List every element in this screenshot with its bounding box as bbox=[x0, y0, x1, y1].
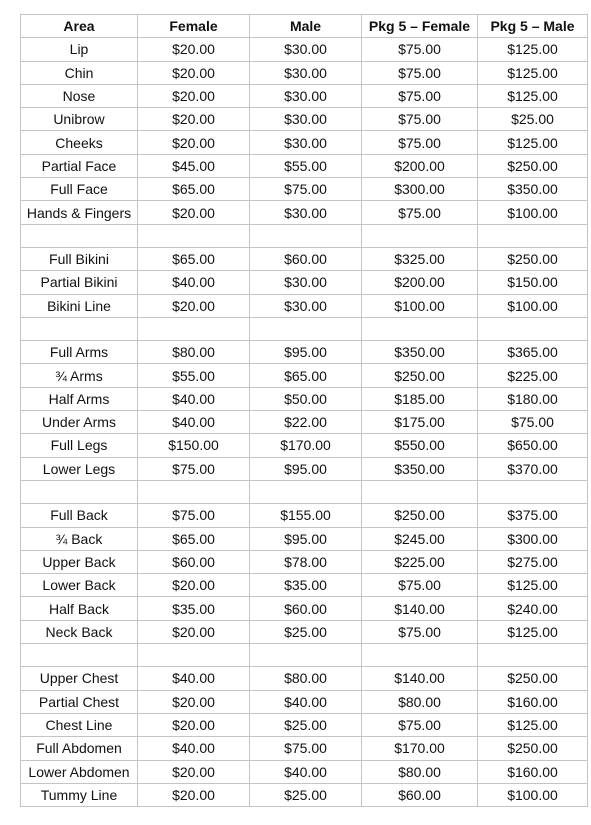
cell-pkg5-male: $225.00 bbox=[478, 364, 588, 387]
cell-female: $75.00 bbox=[138, 504, 250, 527]
cell-pkg5-male: $160.00 bbox=[478, 690, 588, 713]
cell-male: $60.00 bbox=[250, 247, 362, 270]
empty-cell bbox=[138, 480, 250, 503]
cell-female: $65.00 bbox=[138, 527, 250, 550]
cell-pkg5-female: $300.00 bbox=[362, 178, 478, 201]
cell-pkg5-female: $60.00 bbox=[362, 783, 478, 806]
cell-area: Lower Back bbox=[21, 574, 138, 597]
cell-male: $30.00 bbox=[250, 271, 362, 294]
cell-male: $30.00 bbox=[250, 108, 362, 131]
cell-male: $30.00 bbox=[250, 61, 362, 84]
cell-pkg5-male: $125.00 bbox=[478, 713, 588, 736]
cell-pkg5-female: $350.00 bbox=[362, 457, 478, 480]
cell-area: Half Back bbox=[21, 597, 138, 620]
cell-male: $78.00 bbox=[250, 550, 362, 573]
cell-female: $20.00 bbox=[138, 61, 250, 84]
table-row bbox=[21, 201, 588, 224]
cell-area: Lower Abdomen bbox=[21, 760, 138, 783]
cell-female: $20.00 bbox=[138, 690, 250, 713]
cell-pkg5-female: $170.00 bbox=[362, 737, 478, 760]
cell-male: $155.00 bbox=[250, 504, 362, 527]
cell-area: Half Arms bbox=[21, 387, 138, 410]
cell-female: $20.00 bbox=[138, 38, 250, 61]
cell-pkg5-male: $100.00 bbox=[478, 201, 588, 224]
cell-pkg5-female: $200.00 bbox=[362, 154, 478, 177]
cell-pkg5-male: $125.00 bbox=[478, 38, 588, 61]
cell-pkg5-female: $140.00 bbox=[362, 667, 478, 690]
group-spacer-row bbox=[21, 480, 588, 503]
empty-cell bbox=[478, 317, 588, 340]
cell-male: $30.00 bbox=[250, 84, 362, 107]
cell-female: $20.00 bbox=[138, 620, 250, 643]
cell-pkg5-female: $175.00 bbox=[362, 411, 478, 434]
cell-male: $35.00 bbox=[250, 574, 362, 597]
cell-pkg5-female: $350.00 bbox=[362, 341, 478, 364]
table-row bbox=[21, 247, 588, 270]
empty-cell bbox=[250, 317, 362, 340]
cell-area: Neck Back bbox=[21, 620, 138, 643]
cell-pkg5-male: $125.00 bbox=[478, 620, 588, 643]
cell-pkg5-female: $75.00 bbox=[362, 131, 478, 154]
cell-area: Chin bbox=[21, 61, 138, 84]
header-pkg5-male: Pkg 5 – Male bbox=[478, 15, 588, 38]
table-row bbox=[21, 667, 588, 690]
cell-female: $20.00 bbox=[138, 201, 250, 224]
cell-area: ¾ Arms bbox=[21, 364, 138, 387]
table-row bbox=[21, 61, 588, 84]
cell-area: Nose bbox=[21, 84, 138, 107]
table-row bbox=[21, 504, 588, 527]
cell-female: $20.00 bbox=[138, 108, 250, 131]
header-area: Area bbox=[21, 15, 138, 38]
cell-pkg5-female: $225.00 bbox=[362, 550, 478, 573]
table-row bbox=[21, 737, 588, 760]
cell-pkg5-female: $75.00 bbox=[362, 84, 478, 107]
cell-female: $20.00 bbox=[138, 760, 250, 783]
cell-pkg5-female: $75.00 bbox=[362, 620, 478, 643]
empty-cell bbox=[21, 644, 138, 667]
cell-female: $45.00 bbox=[138, 154, 250, 177]
table-row bbox=[21, 597, 588, 620]
group-spacer-row bbox=[21, 644, 588, 667]
cell-female: $40.00 bbox=[138, 387, 250, 410]
cell-area: Full Back bbox=[21, 504, 138, 527]
table-row bbox=[21, 457, 588, 480]
cell-female: $150.00 bbox=[138, 434, 250, 457]
cell-female: $40.00 bbox=[138, 411, 250, 434]
cell-male: $22.00 bbox=[250, 411, 362, 434]
cell-area: Full Face bbox=[21, 178, 138, 201]
cell-female: $20.00 bbox=[138, 783, 250, 806]
cell-area: Full Arms bbox=[21, 341, 138, 364]
cell-female: $35.00 bbox=[138, 597, 250, 620]
cell-pkg5-male: $160.00 bbox=[478, 760, 588, 783]
empty-cell bbox=[138, 224, 250, 247]
empty-cell bbox=[21, 317, 138, 340]
cell-pkg5-female: $550.00 bbox=[362, 434, 478, 457]
cell-area: ¾ Back bbox=[21, 527, 138, 550]
table-row bbox=[21, 387, 588, 410]
cell-female: $60.00 bbox=[138, 550, 250, 573]
cell-area: Full Bikini bbox=[21, 247, 138, 270]
empty-cell bbox=[362, 317, 478, 340]
cell-female: $40.00 bbox=[138, 271, 250, 294]
empty-cell bbox=[250, 480, 362, 503]
empty-cell bbox=[478, 224, 588, 247]
cell-male: $40.00 bbox=[250, 690, 362, 713]
cell-pkg5-female: $75.00 bbox=[362, 574, 478, 597]
cell-pkg5-female: $140.00 bbox=[362, 597, 478, 620]
cell-male: $40.00 bbox=[250, 760, 362, 783]
cell-male: $50.00 bbox=[250, 387, 362, 410]
cell-pkg5-male: $250.00 bbox=[478, 667, 588, 690]
table-row bbox=[21, 620, 588, 643]
table-row bbox=[21, 271, 588, 294]
cell-male: $25.00 bbox=[250, 713, 362, 736]
cell-pkg5-male: $150.00 bbox=[478, 271, 588, 294]
cell-pkg5-female: $75.00 bbox=[362, 713, 478, 736]
cell-female: $40.00 bbox=[138, 737, 250, 760]
table-row bbox=[21, 131, 588, 154]
cell-area: Partial Chest bbox=[21, 690, 138, 713]
empty-cell bbox=[362, 644, 478, 667]
table-row bbox=[21, 574, 588, 597]
cell-female: $20.00 bbox=[138, 84, 250, 107]
table-row bbox=[21, 713, 588, 736]
empty-cell bbox=[362, 224, 478, 247]
cell-area: Partial Bikini bbox=[21, 271, 138, 294]
cell-pkg5-male: $100.00 bbox=[478, 294, 588, 317]
empty-cell bbox=[478, 480, 588, 503]
cell-area: Full Abdomen bbox=[21, 737, 138, 760]
cell-female: $80.00 bbox=[138, 341, 250, 364]
empty-cell bbox=[21, 224, 138, 247]
table-row bbox=[21, 550, 588, 573]
cell-pkg5-male: $250.00 bbox=[478, 737, 588, 760]
table-row bbox=[21, 294, 588, 317]
cell-pkg5-female: $75.00 bbox=[362, 108, 478, 131]
table-row bbox=[21, 527, 588, 550]
cell-pkg5-female: $200.00 bbox=[362, 271, 478, 294]
cell-pkg5-male: $350.00 bbox=[478, 178, 588, 201]
cell-pkg5-male: $250.00 bbox=[478, 247, 588, 270]
empty-cell bbox=[478, 644, 588, 667]
cell-pkg5-female: $100.00 bbox=[362, 294, 478, 317]
cell-pkg5-female: $245.00 bbox=[362, 527, 478, 550]
cell-pkg5-male: $300.00 bbox=[478, 527, 588, 550]
table-header bbox=[21, 15, 588, 38]
cell-male: $75.00 bbox=[250, 737, 362, 760]
header-pkg5-female: Pkg 5 – Female bbox=[362, 15, 478, 38]
cell-pkg5-male: $240.00 bbox=[478, 597, 588, 620]
cell-pkg5-female: $250.00 bbox=[362, 364, 478, 387]
cell-pkg5-female: $185.00 bbox=[362, 387, 478, 410]
table-row bbox=[21, 364, 588, 387]
cell-male: $60.00 bbox=[250, 597, 362, 620]
cell-pkg5-male: $125.00 bbox=[478, 131, 588, 154]
cell-female: $20.00 bbox=[138, 294, 250, 317]
cell-pkg5-female: $80.00 bbox=[362, 760, 478, 783]
header-male: Male bbox=[250, 15, 362, 38]
cell-pkg5-male: $125.00 bbox=[478, 574, 588, 597]
group-spacer-row bbox=[21, 317, 588, 340]
group-spacer-row bbox=[21, 224, 588, 247]
empty-cell bbox=[250, 644, 362, 667]
table-row bbox=[21, 783, 588, 806]
cell-pkg5-male: $650.00 bbox=[478, 434, 588, 457]
cell-female: $20.00 bbox=[138, 574, 250, 597]
cell-male: $30.00 bbox=[250, 294, 362, 317]
cell-area: Lip bbox=[21, 38, 138, 61]
cell-male: $170.00 bbox=[250, 434, 362, 457]
cell-area: Partial Face bbox=[21, 154, 138, 177]
cell-pkg5-male: $125.00 bbox=[478, 61, 588, 84]
table-row bbox=[21, 108, 588, 131]
cell-area: Lower Legs bbox=[21, 457, 138, 480]
cell-male: $55.00 bbox=[250, 154, 362, 177]
cell-male: $95.00 bbox=[250, 457, 362, 480]
table-row bbox=[21, 84, 588, 107]
cell-area: Upper Chest bbox=[21, 667, 138, 690]
cell-pkg5-male: $365.00 bbox=[478, 341, 588, 364]
cell-male: $95.00 bbox=[250, 341, 362, 364]
cell-male: $30.00 bbox=[250, 38, 362, 61]
cell-area: Unibrow bbox=[21, 108, 138, 131]
cell-female: $65.00 bbox=[138, 178, 250, 201]
cell-pkg5-male: $275.00 bbox=[478, 550, 588, 573]
cell-male: $25.00 bbox=[250, 783, 362, 806]
cell-pkg5-male: $75.00 bbox=[478, 411, 588, 434]
cell-area: Tummy Line bbox=[21, 783, 138, 806]
cell-pkg5-female: $80.00 bbox=[362, 690, 478, 713]
table-row bbox=[21, 38, 588, 61]
empty-cell bbox=[250, 224, 362, 247]
cell-area: Under Arms bbox=[21, 411, 138, 434]
empty-cell bbox=[138, 644, 250, 667]
cell-pkg5-female: $250.00 bbox=[362, 504, 478, 527]
cell-male: $25.00 bbox=[250, 620, 362, 643]
cell-male: $30.00 bbox=[250, 131, 362, 154]
empty-cell bbox=[21, 480, 138, 503]
table-row bbox=[21, 154, 588, 177]
cell-pkg5-male: $375.00 bbox=[478, 504, 588, 527]
table-row bbox=[21, 411, 588, 434]
table-row bbox=[21, 178, 588, 201]
cell-male: $80.00 bbox=[250, 667, 362, 690]
cell-female: $55.00 bbox=[138, 364, 250, 387]
cell-pkg5-male: $250.00 bbox=[478, 154, 588, 177]
table-body bbox=[21, 38, 588, 807]
cell-pkg5-female: $75.00 bbox=[362, 201, 478, 224]
cell-pkg5-male: $370.00 bbox=[478, 457, 588, 480]
cell-area: Chest Line bbox=[21, 713, 138, 736]
cell-pkg5-male: $125.00 bbox=[478, 84, 588, 107]
cell-male: $95.00 bbox=[250, 527, 362, 550]
cell-pkg5-female: $75.00 bbox=[362, 61, 478, 84]
cell-pkg5-male: $180.00 bbox=[478, 387, 588, 410]
cell-area: Upper Back bbox=[21, 550, 138, 573]
cell-area: Hands & Fingers bbox=[21, 201, 138, 224]
table-row bbox=[21, 760, 588, 783]
cell-male: $30.00 bbox=[250, 201, 362, 224]
cell-pkg5-male: $25.00 bbox=[478, 108, 588, 131]
header-row bbox=[21, 15, 588, 38]
table-row bbox=[21, 690, 588, 713]
cell-pkg5-male: $100.00 bbox=[478, 783, 588, 806]
cell-area: Cheeks bbox=[21, 131, 138, 154]
cell-male: $65.00 bbox=[250, 364, 362, 387]
empty-cell bbox=[362, 480, 478, 503]
cell-area: Full Legs bbox=[21, 434, 138, 457]
cell-pkg5-female: $325.00 bbox=[362, 247, 478, 270]
cell-male: $75.00 bbox=[250, 178, 362, 201]
cell-area: Bikini Line bbox=[21, 294, 138, 317]
table-row bbox=[21, 434, 588, 457]
header-female: Female bbox=[138, 15, 250, 38]
cell-female: $20.00 bbox=[138, 713, 250, 736]
empty-cell bbox=[138, 317, 250, 340]
cell-female: $65.00 bbox=[138, 247, 250, 270]
cell-female: $40.00 bbox=[138, 667, 250, 690]
cell-female: $75.00 bbox=[138, 457, 250, 480]
cell-pkg5-female: $75.00 bbox=[362, 38, 478, 61]
price-table bbox=[20, 14, 588, 807]
cell-female: $20.00 bbox=[138, 131, 250, 154]
table-row bbox=[21, 341, 588, 364]
